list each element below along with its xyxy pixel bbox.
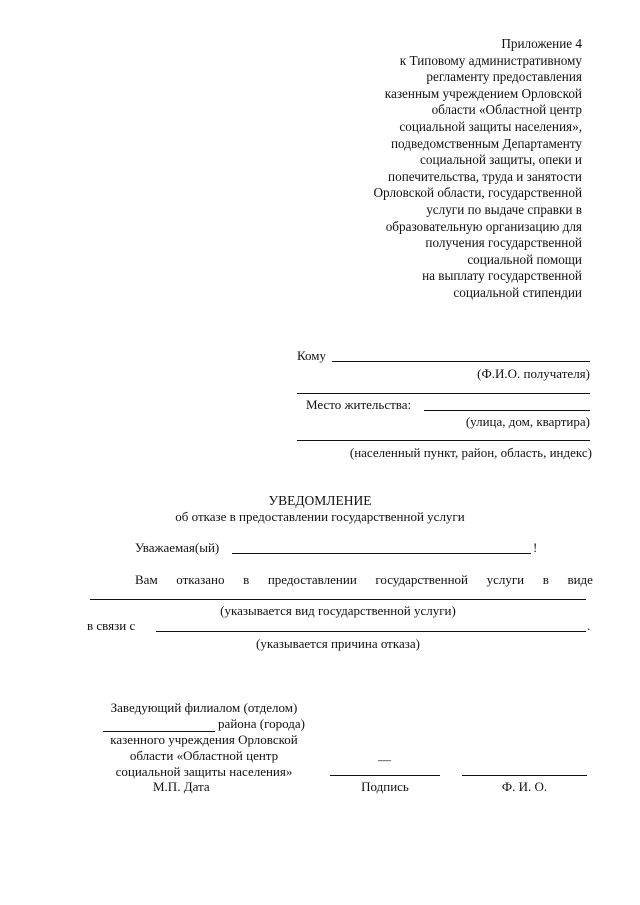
signature-field[interactable] [330, 775, 440, 776]
appendix-line: регламенту предоставления [426, 69, 582, 85]
refusal-word: предоставлении [267, 572, 357, 587]
reason-field[interactable] [156, 631, 586, 632]
refusal-word: в [542, 572, 549, 587]
residence-hint: (улица, дом, квартира) [465, 414, 590, 429]
appendix-line: казенным учреждением Орловской [384, 85, 582, 101]
appendix-line: попечительства, труда и занятости [388, 168, 582, 184]
refusal-word: государственной [375, 572, 469, 587]
notice-subtitle: об отказе в предоставлении государственной услуги [175, 509, 465, 524]
signatory-line: казенного учреждения Орловской [110, 732, 298, 747]
appendix-header [374, 36, 582, 302]
refusal-word: Вам [135, 572, 158, 587]
signature-label: Подпись [361, 779, 409, 794]
appendix-line: к Типовому административному [399, 52, 582, 68]
appendix-line: на выплату государственной [422, 268, 582, 284]
appendix-line: Приложение 4 [501, 36, 582, 51]
refusal-word: услуги [486, 572, 525, 587]
locality-field[interactable] [297, 440, 590, 441]
notice-title: УВЕДОМЛЕНИЕ [268, 493, 372, 508]
service-type-field[interactable] [90, 599, 586, 600]
refusal-word: в [243, 572, 250, 587]
signatory-line: района (города) [218, 716, 305, 731]
appendix-line: Орловской области, государственной [373, 185, 582, 201]
refusal-word: виде [567, 572, 593, 587]
stamp-date-label: М.П. Дата [153, 779, 210, 794]
greeting-name-field[interactable] [232, 553, 531, 554]
to-hint: (Ф.И.О. получателя) [477, 366, 590, 381]
to-label: Кому [297, 348, 327, 363]
name-field[interactable] [462, 775, 587, 776]
signatory-line: социальной защиты населения» [115, 764, 293, 779]
refusal-sentence [135, 572, 593, 588]
residence-field[interactable] [424, 410, 590, 411]
reason-end: . [587, 618, 591, 633]
greeting-end: ! [533, 540, 538, 555]
appendix-line: области «Областной центр [431, 102, 582, 118]
dash-mark: — [378, 752, 391, 767]
signatory-line: Заведующий филиалом (отделом) [110, 700, 298, 715]
appendix-line: получения государственной [425, 235, 582, 251]
appendix-line: услуги по выдаче справки в [426, 201, 582, 217]
refusal-word: отказано [176, 572, 225, 587]
locality-hint: (населенный пункт, район, область, индекс) [349, 445, 592, 460]
residence-label: Место жительства: [306, 397, 412, 412]
name-label: Ф. И. О. [501, 779, 548, 794]
signatory-line: области «Областной центр [129, 748, 279, 763]
appendix-line: социальной помощи [467, 251, 582, 267]
reason-hint: (указывается причина отказа) [256, 636, 420, 651]
to-field-extra[interactable] [297, 393, 590, 394]
to-field[interactable] [332, 361, 590, 362]
service-hint: (указывается вид государственной услуги) [220, 603, 456, 618]
signatory-district-row [95, 716, 313, 732]
district-field[interactable] [103, 719, 215, 732]
greeting-label: Уважаемая(ый) [135, 540, 220, 555]
appendix-line: социальной защиты, опеки и [420, 152, 582, 168]
appendix-line: подведомственным Департаменту [391, 135, 582, 151]
appendix-line: социальной защиты населения», [399, 118, 582, 134]
appendix-line: образовательную организацию для [385, 218, 582, 234]
signatory-block [95, 700, 313, 780]
reason-label: в связи с [87, 618, 136, 633]
appendix-line: социальной стипендии [453, 284, 582, 300]
